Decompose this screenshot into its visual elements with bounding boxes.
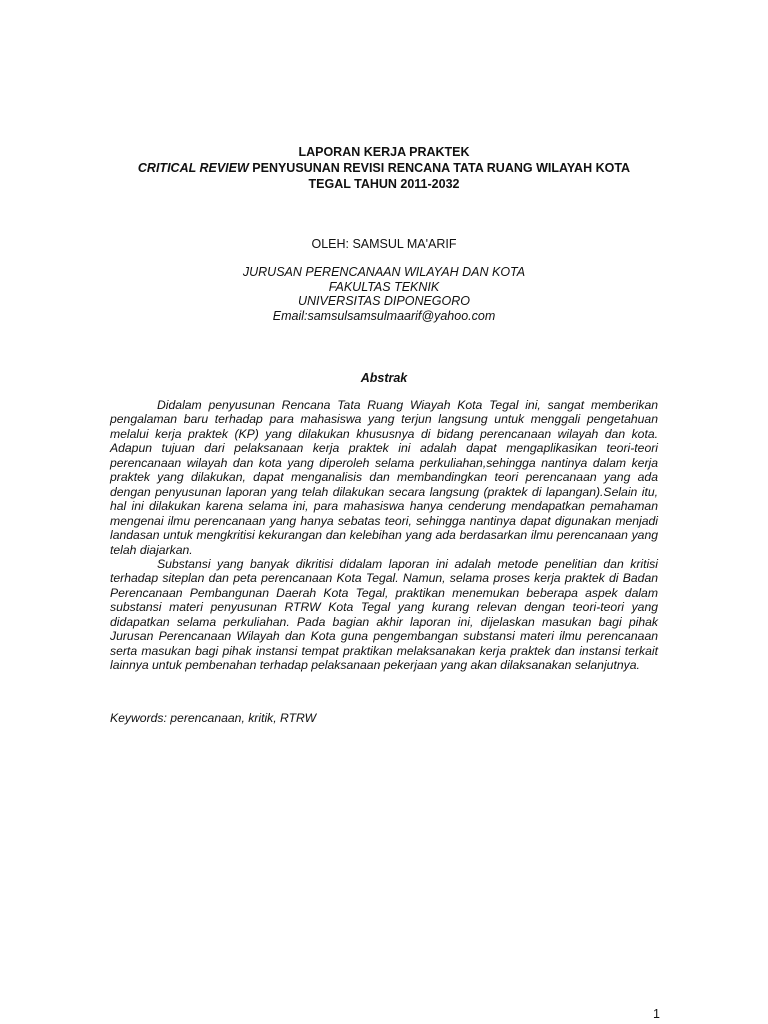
title-line-2 [110,160,658,176]
faculty-name: FAKULTAS TEKNIK [328,279,440,294]
author-line: OLEH: SAMSUL MA'ARIF [311,237,457,251]
department-name: JURUSAN PERENCANAAN WILAYAH DAN KOTA [242,265,526,279]
abstract-paragraph: Didalam penyusunan Rencana Tata Ruang Wiayah Kota Tegal ini, sangat memberikan pengalaman baru terhadap para mahasiswa yang terjun langsung untuk menggali pengetahuan melalui kerja praktek (KP) yang dilakukan khususnya di bidang perencanaan wilayah dan kota. Adapun tujuan dari pelaksanaan kerja praktek ini adalah dapat mengaplikasikan teori-teori perencanaan wilayah dan kota yang diperoleh selama perkuliahan,sehingga nantinya dalam kerja praktek yang dilakukan, dapat menganalisis dan membandingkan teori perencanaan yang ada dengan penyusunan laporan yang telah dilakukan secara langsung (praktek di lapangan).Selain itu, hal ini dilakukan karena selama ini, para mahasiswa hanya cenderung mendapatkan pemahaman mengenai ilmu perencanaan yang hanya sebatas teori, sehingga nantinya dapat digunakan menjadi landasan untuk mengkritisi kekurangan dan kelebihan yang ada berdasarkan ilmu perencanaan yang telah diajarkan. [110,398,658,557]
page-number: 1 [653,1007,660,1021]
university-name: UNIVERSITAS DIPONEGORO [297,294,470,309]
title-italic-part: CRITICAL REVIEW [137,161,249,175]
document-title [110,144,658,192]
title-line-1: LAPORAN KERJA PRAKTEK [298,145,470,159]
abstract-body [110,398,658,673]
abstract-paragraph: Substansi yang banyak dikritisi didalam laporan ini adalah metode penelitian dan kritisi terhadap siteplan dan peta perencanaan Kota Tegal. Namun, selama proses kerja praktek di Badan Perencanaan Pembangunan Daerah Kota Tegal, praktikan menemukan beberapa aspek dalam substansi materi penyusunan RTRW Kota Tegal yang kurang relevan dengan teori-teori yang didapatkan selama perkuliahan. Pada bagian akhir laporan ini, dijelaskan masukan bagi pihak Jurusan Perencanaan Wilayah dan Kota guna pengembangan substansi materi ilmu perencanaan serta masukan bagi pihak instansi tempat praktikan melaksanakan kerja praktek dan instansi terkait lainnya untuk pembenahan terhadap pelaksanaan pekerjaan yang akan dilaksanakan selanjutnya. [110,556,658,673]
title-line-3: TEGAL TAHUN 2011-2032 [308,177,460,191]
author-email: Email:samsulsamsulmaarif@yahoo.com [272,308,496,323]
affiliation-block [110,265,658,323]
abstract-heading: Abstrak [360,371,408,385]
title-regular-part: PENYUSUNAN REVISI RENCANA TATA RUANG WILAYAH KOTA [248,161,631,175]
keywords-line: Keywords: perencanaan, kritik, RTRW [110,711,317,725]
